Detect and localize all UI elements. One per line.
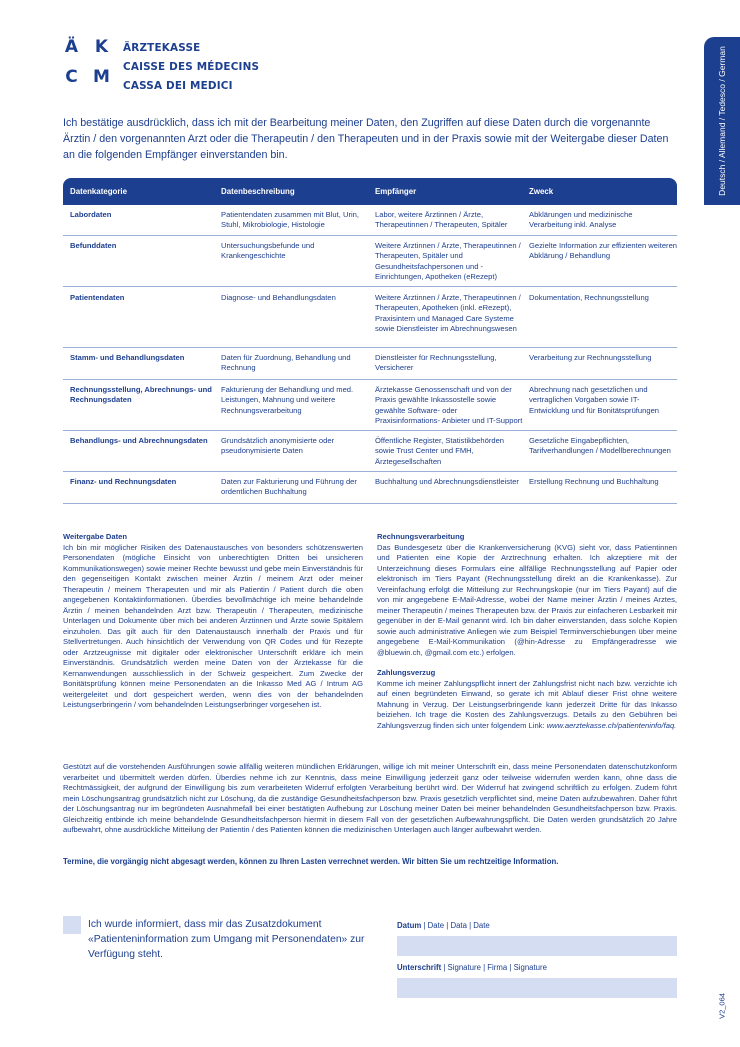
organization-names bbox=[123, 39, 259, 96]
table-cell: Patientendaten bbox=[70, 293, 125, 302]
section-title: Zahlungsverzug bbox=[377, 668, 436, 677]
table-cell: Behandlungs- und Abrechnungsdaten bbox=[70, 436, 208, 445]
table-cell: Labor, weitere Ärztinnen / Ärzte, Therapeutinnen / Therapeuten, Spitäler bbox=[375, 210, 508, 230]
table-cell: Labordaten bbox=[70, 210, 112, 219]
table-cell: Weitere Ärztinnen / Ärzte, Therapeutinnen / Therapeuten, Apotheken (inkl. eRezept), Praxisintern und Managed Care Systeme sowie Dienstleister im Abrechnungswesen bbox=[375, 293, 521, 334]
table-cell: Abrechnung nach gesetzlichen und vertraglichen Vorgaben sowie IT-Entwicklung und für Bonitätsprüfungen bbox=[529, 385, 660, 415]
table-cell: Öffentliche Register, Statistikbehörden sowie Trust Center und FMH, Ärztegesellschaften bbox=[375, 436, 505, 466]
info-checkbox[interactable] bbox=[63, 916, 81, 934]
table-cell: Grundsätzlich anonymisierte oder pseudonymisierte Daten bbox=[221, 436, 335, 456]
table-cell: Diagnose- und Behandlungsdaten bbox=[221, 293, 336, 302]
appointment-notice: Termine, die vorgängig nicht abgesagt werden, können zu Ihren Lasten verrechnet werden. Wir bitten Sie um rechtzeitige Information. bbox=[63, 857, 559, 866]
faq-link[interactable]: www.aerztekasse.ch/patienteninfo/faq. bbox=[546, 720, 677, 730]
table-row bbox=[63, 287, 677, 348]
signature-label: Unterschrift | Signature | Firma | Signature bbox=[397, 963, 547, 972]
data-categories-table bbox=[63, 178, 677, 504]
table-row bbox=[63, 431, 677, 472]
table-row bbox=[63, 236, 677, 287]
table-cell: Finanz- und Rechnungsdaten bbox=[70, 477, 177, 486]
table-cell: Stamm- und Behandlungsdaten bbox=[70, 353, 185, 362]
table-cell: Ärztekasse Genossenschaft und von der Praxis gewählte Inkassostelle sowie gewählte Software- oder Praxisinformations- Anbieter und IT-Support bbox=[375, 385, 523, 426]
section-text: Komme ich meiner Zahlungspflicht innert der Zahlungsfrist nicht nach bzw. verzichte ich auf einen begründeten Einwand, so gerate ich mit Ablauf dieser Frist ohne weitere Mahnung in Verzug. Der Leistungserbringende kann jederzeit Dritte für das Inkasso beiziehen. Ich trage die Kosten des Zahlungsverzugs. Details zu den Gebühren bei Zahlungsverzug finden sich unter folgendem Link: www.aerztekasse.ch/patienteninfo/faq. bbox=[377, 678, 677, 730]
table-cell: Fakturierung der Behandlung und med. Leistungen, Mahnung und weitere Rechnungsverarbeitung bbox=[221, 385, 354, 415]
logo-letter: C bbox=[65, 67, 78, 87]
logo-letter: K bbox=[94, 37, 109, 57]
checkbox-label: Ich wurde informiert, dass mir das Zusatzdokument «Patienteninformation zum Umgang mit Personendaten» zur Verfügung steht. bbox=[88, 919, 365, 960]
table-cell: Patientendaten zusammen mit Blut, Urin, Stuhl, Mikrobiologie, Histologie bbox=[221, 210, 360, 230]
table-cell: Untersuchungsbefunde und Krankengeschichte bbox=[221, 241, 315, 261]
table-row bbox=[63, 472, 677, 504]
logo-letter: Ä bbox=[64, 37, 79, 57]
table-row bbox=[63, 348, 677, 380]
table-cell: Dienstleister für Rechnungsstellung, Versicherer bbox=[375, 353, 497, 373]
table-cell: Daten zur Fakturierung und Führung der ordentlichen Buchhaltung bbox=[221, 477, 357, 497]
signature-field[interactable] bbox=[397, 978, 677, 998]
section-title: Rechnungsverarbeitung bbox=[377, 532, 465, 541]
table-row bbox=[63, 380, 677, 431]
section-text: Das Bundesgesetz über die Krankenversicherung (KVG) sieht vor, dass Patientinnen und Patienten eine Kopie der Arztrechnung erhalten. Ich akzeptiere mit der Unterzeichnung dieses Formulars eine allfällige Rechnungsstellung auf Papier oder elektronisch im Tiers Payant (Rechnungsstellung direkt an die Krankenkasse). Zur Vereinfachung erfolgt die Mitteilung zur Rechnungskopie (nur im Tiers Payant) auf die von mir angegebene E-Mail-Adresse, wobei der Name meiner Ärztin / meines Arztes, meiner Therapeutin / meines Therapeuten bzw. der Praxis zur einfacheren Lesbarkeit mir gegenüber in der E-Mail genannt wird. Ich bin daher einverstanden, dass solche Kopien sowie auch administrative Anliegen wie zum Beispiel Terminverschiebungen über meine angegebene E-Mail-Kommunikation (@hin-Adresse zu Empfängeradresse wie @bluewin.ch, @gmail.com etc.) erfolgen. bbox=[377, 542, 677, 657]
section-billing bbox=[377, 532, 677, 731]
table-cell: Daten für Zuordnung, Behandlung und Rechnung bbox=[221, 353, 351, 373]
date-field[interactable] bbox=[397, 936, 677, 956]
table-cell: Gesetzliche Eingabepflichten, Tarifverhandlungen / Modellberechnungen bbox=[529, 436, 671, 456]
table-header bbox=[63, 178, 677, 205]
table-cell: Befunddaten bbox=[70, 241, 117, 250]
section-data-transfer bbox=[63, 532, 363, 711]
table-cell: Gezielte Information zur effizienten weiteren Abklärung / Behandlung bbox=[529, 241, 678, 261]
date-label: Datum | Date | Data | Date bbox=[397, 921, 490, 930]
section-title: Weitergabe Daten bbox=[63, 532, 128, 541]
language-tab-label: Deutsch / Allemand / Tedesco / German bbox=[717, 46, 727, 196]
table-cell: Verarbeitung zur Rechnungsstellung bbox=[529, 353, 652, 362]
org-name-de: ÄRZTEKASSE bbox=[123, 42, 201, 54]
table-cell: Buchhaltung und Abrechnungsdienstleister bbox=[375, 477, 519, 486]
column-header: Empfänger bbox=[375, 187, 417, 196]
table-cell: Rechnungsstellung, Abrechnungs- und Rechnungsdaten bbox=[70, 385, 212, 405]
section-text: Ich bin mir möglicher Risiken des Datenaustausches von besonders schützenswerten Personendaten (mögliche Einsicht von unberechtigten Dritten bei unsicheren Kommunikationswegen) sowie meiner Rechte bewusst und gebe mein Einverständnis für den gegenseitigen Kontakt zwischen meiner Ärztin / meinem Arzt oder meiner Therapeutin / meinem Therapeuten und mir als Patientin / Patient durch die oben angegebenen Kontaktinformationen. Überdies bevollmächtige ich meine behandelnde Ärztin / meinen behandelnden Arzt bzw. Therapeutin / Therapeuten, medizinische Unterlagen und Dokumente über mich bei anderen Ärztinnen und Ärzte sowie Spitälern einzuholen. Das gilt auch für den Datenaustausch innerhalb der Praxis und für Stellvertretungen. Auch hinsichtlich der Verwendung von QR Codes und für Rezepte oder Arztzeugnisse mit digitaler oder elektronischer Unterschrift erkläre ich mein Einverständnis. Grundsätzlich werden meine Daten von der Ärztekasse für die Kernanwendungen ausschliesslich in der Schweiz gespeichert. Zum Zwecke der Bonitätsprüfung können meine Personendaten an die Inkasso Med AG / Intrum AG weitergeleitet und dort gespeichert werden, wenn dies von der behandelnden Leistungserbringerin / vom behandelnden Leistungserbringer vorgesehen ist. bbox=[63, 542, 363, 709]
org-name-it: CASSA DEI MEDICI bbox=[123, 80, 233, 92]
column-header: Datenbeschreibung bbox=[221, 187, 295, 196]
version-code: V2_064 bbox=[717, 993, 727, 1019]
logo-letter: M bbox=[93, 67, 110, 87]
consent-paragraph: Gestützt auf die vorstehenden Ausführungen sowie allfällig weiteren mündlichen Erklärungen, willige ich mit meiner Unterschrift ein, dass meine Personendaten datenschutzkonform verarbeitet und übermittelt werden dürfen. Überdies nehme ich zur Kenntnis, dass meine Einwilligung jederzeit ganz oder teilweise widerrufen werden kann, ohne dass die Rechtmässigkeit, der aufgrund der Einwilligung bis zum verarbeiteten Widerruf erfolgten Verarbeitung berührt wird. Der Widerruf hat zwingend schriftlich zu erfolgen. Zudem führt mein Löschungsantrag grundsätzlich nicht zur Löschung, da die zuständige Gesundheitsfachperson bzw. Praxis gesetzlich verpflichtet sind, meine Daten aufzubewahren. Daher führt der Löschungsantrag nur im begründeten Ausnahmefall bei einer bestätigten Aufhebung zur Löschung meiner Daten bei meiner behandelnden Gesundheitsfachperson bzw. Praxis. Gleichzeitig entbinde ich meine behandelnde Gesundheitsfachperson hiermit in diesem Fall von der gesetzlichen Aufbewahrungspflicht. Die Daten werden grundsätzlich 20 Jahre aufbewahrt, ohne ausdrückliche Mitteilung der Patientin / des Patienten können die medizinischen Unterlagen auch länger aufbewahrt werden. bbox=[63, 762, 677, 834]
table-cell: Weitere Ärztinnen / Ärzte, Therapeutinnen / Therapeuten, Spitäler und Gesundheitsfachpersonen und -Einrichtungen, Apotheken (eRezept) bbox=[375, 241, 521, 282]
table-cell: Erstellung Rechnung und Buchhaltung bbox=[529, 477, 659, 486]
column-header: Datenkategorie bbox=[70, 187, 128, 196]
table-row bbox=[63, 205, 677, 236]
column-header: Zweck bbox=[529, 187, 554, 196]
org-name-fr: CAISSE DES MÉDECINS bbox=[123, 61, 260, 73]
table-cell: Dokumentation, Rechnungsstellung bbox=[529, 293, 649, 302]
consent-intro: Ich bestätige ausdrücklich, dass ich mit der Bearbeitung meiner Daten, den Zugriffen auf diese Daten durch die vorgenannte Ärztin / den vorgenannten Arzt oder die Therapeutin / den Therapeuten und in der Praxis sowie mit der Weitergabe dieser Daten an die folgenden Empfänger einverstanden bin. bbox=[63, 117, 669, 161]
table-cell: Abklärungen und medizinische Verarbeitung inkl. Analyse bbox=[529, 210, 633, 230]
